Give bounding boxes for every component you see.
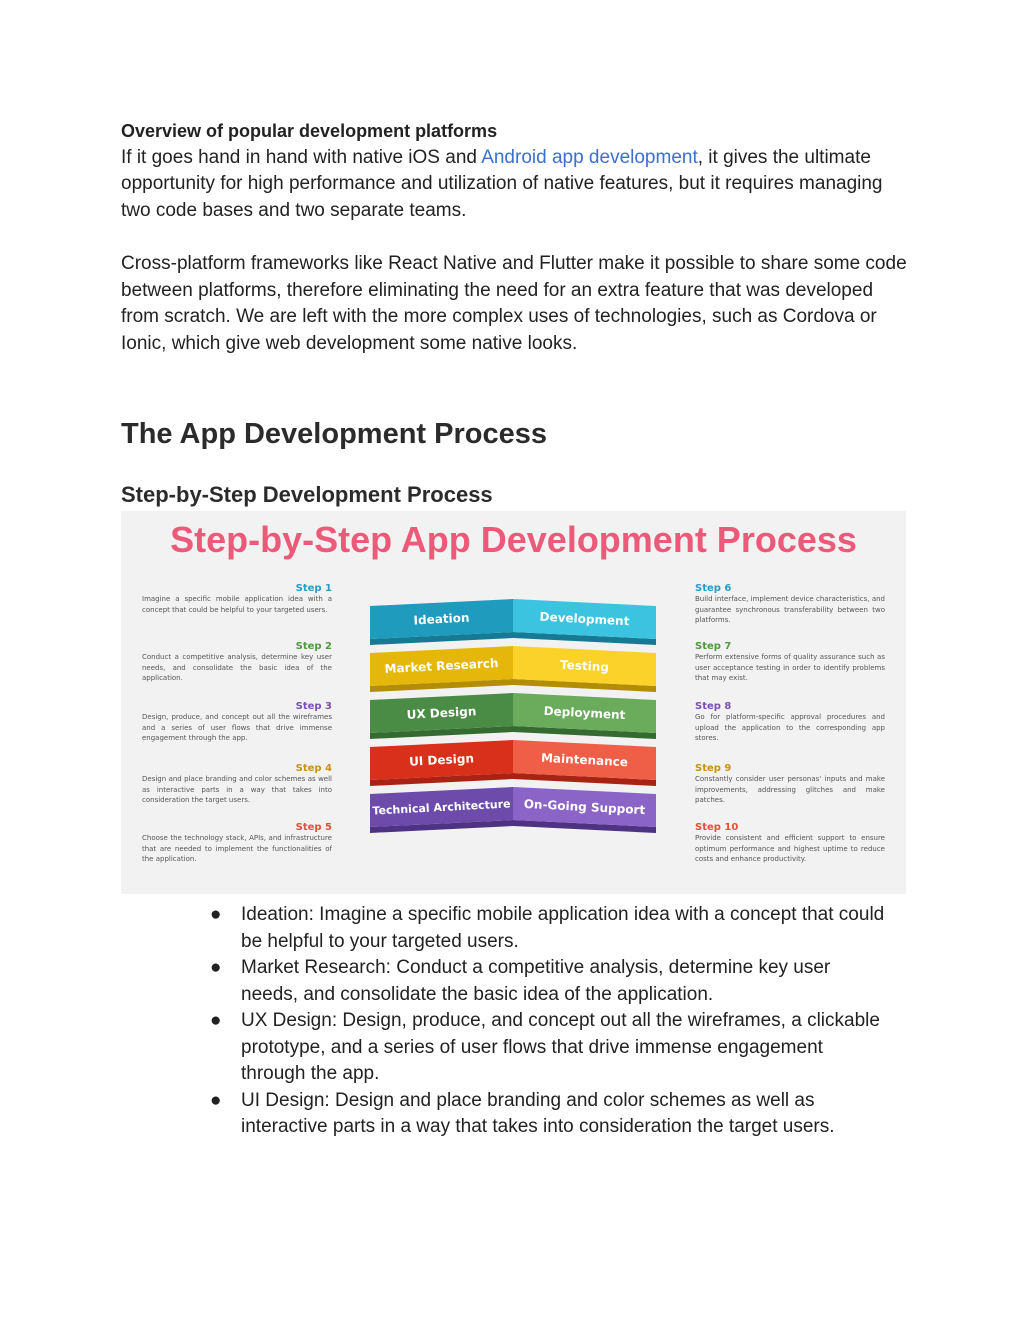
stack-block — [370, 693, 656, 739]
section-subtitle: Step-by-Step Development Process — [121, 482, 493, 507]
step-label: Step 5 — [295, 822, 332, 833]
block-right-label: On-Going Support — [523, 796, 646, 818]
block-right-label: Deployment — [543, 703, 626, 723]
step-label: Step 7 — [695, 641, 732, 652]
step-label: Step 4 — [295, 763, 332, 774]
block-left-label: Market Research — [384, 656, 499, 676]
step-description: Design, produce, and concept out all the wireframes and a series of user flows that drive immense engagement through the app. — [142, 713, 332, 742]
bullet-icon: ● — [210, 904, 222, 925]
step-description: Conduct a competitive analysis, determine key user needs, and consolidate the basic idea of the application. — [142, 653, 332, 682]
step-label: Step 3 — [295, 701, 332, 712]
block-left-label: UI Design — [408, 751, 475, 769]
step-description: Constantly consider user personas' inputs and make improvements, addressing glitches and make patches. — [695, 775, 885, 804]
process-infographic — [121, 511, 906, 894]
steps-bullet-list — [210, 902, 890, 1141]
list-item — [210, 1008, 890, 1088]
list-item-text: Ideation: Imagine a specific mobile application idea with a concept that could be helpful to your targeted users. — [241, 904, 885, 952]
block-right-label: Testing — [559, 657, 610, 675]
list-item — [210, 955, 890, 1008]
bullet-icon: ● — [210, 1010, 222, 1031]
step-description: Design and place branding and color schemes as well as interactive parts in a way that takes into consideration the target users. — [142, 775, 332, 804]
android-app-development-link[interactable]: Android app development — [481, 146, 698, 168]
block-left-label: Ideation — [413, 610, 470, 628]
paragraph-text: If it goes hand in hand with native iOS and — [121, 146, 482, 168]
step-label: Step 6 — [695, 583, 732, 594]
block-left-label: Technical Architecture — [372, 797, 511, 818]
stack-block — [370, 599, 656, 645]
list-item-text: Market Research: Conduct a competitive analysis, determine key user needs, and consolidate the basic idea of the application. — [241, 957, 831, 1005]
step-description: Go for platform-specific approval procedures and upload the application to the corresponding app stores. — [695, 713, 885, 742]
list-item — [210, 1088, 890, 1141]
step-description: Provide consistent and efficient support to ensure optimum performance and highest uptime to reduce costs and enhance productivity. — [695, 834, 885, 863]
step-description: Perform extensive forms of quality assurance such as user acceptance testing in order to identify problems that may exist. — [695, 653, 885, 682]
step-label: Step 10 — [695, 822, 739, 833]
document-body — [121, 118, 911, 507]
stack-block — [370, 787, 656, 833]
block-right-label: Maintenance — [540, 750, 629, 770]
infographic-title: Step-by-Step App Development Process — [170, 519, 857, 560]
stack-block — [370, 646, 656, 692]
bullet-icon: ● — [210, 1089, 222, 1111]
step-label: Step 8 — [695, 701, 732, 712]
bullet-icon: ● — [210, 957, 222, 978]
step-label: Step 1 — [295, 583, 332, 594]
overview-heading: Overview of popular development platforms — [121, 121, 498, 141]
step-description: Imagine a specific mobile application idea with a concept that could be helpful to your targeted users. — [142, 595, 332, 614]
stack-block — [370, 740, 656, 786]
paragraph-text: , it gives the ultimate opportunity for high performance and utilization of native features, but it requires managing two code bases and two separate teams. — [121, 146, 883, 221]
process-stack-graphic — [121, 511, 906, 894]
overview-paragraph-1 — [121, 145, 911, 225]
overview-paragraph-2: Cross-platform frameworks like React Native and Flutter make it possible to share some code between platforms, therefore eliminating the need for an extra feature that was developed from scratch. We are left with the more complex uses of technologies, such as Cordova or Ionic, which give web development some native looks. — [121, 253, 907, 354]
page-title: The App Development Process — [121, 418, 547, 450]
step-label: Step 2 — [295, 641, 332, 652]
list-item-text: UI Design: Design and place branding and color schemes as well as interactive parts in a way that takes into consideration the target users. — [241, 1089, 835, 1137]
block-left-label: UX Design — [406, 704, 477, 722]
list-item — [210, 902, 890, 955]
block-right-label: Development — [539, 609, 630, 629]
step-description: Build interface, implement device characteristics, and guarantee synchronous transferability between two platforms. — [695, 595, 885, 624]
list-item-text: UX Design: Design, produce, and concept out all the wireframes, a clickable prototype, and a series of user flows that drive immense engagement through the app. — [241, 1010, 880, 1084]
step-description: Choose the technology stack, APIs, and infrastructure that are needed to implement the functionalities of the application. — [142, 834, 332, 863]
step-label: Step 9 — [695, 763, 732, 774]
